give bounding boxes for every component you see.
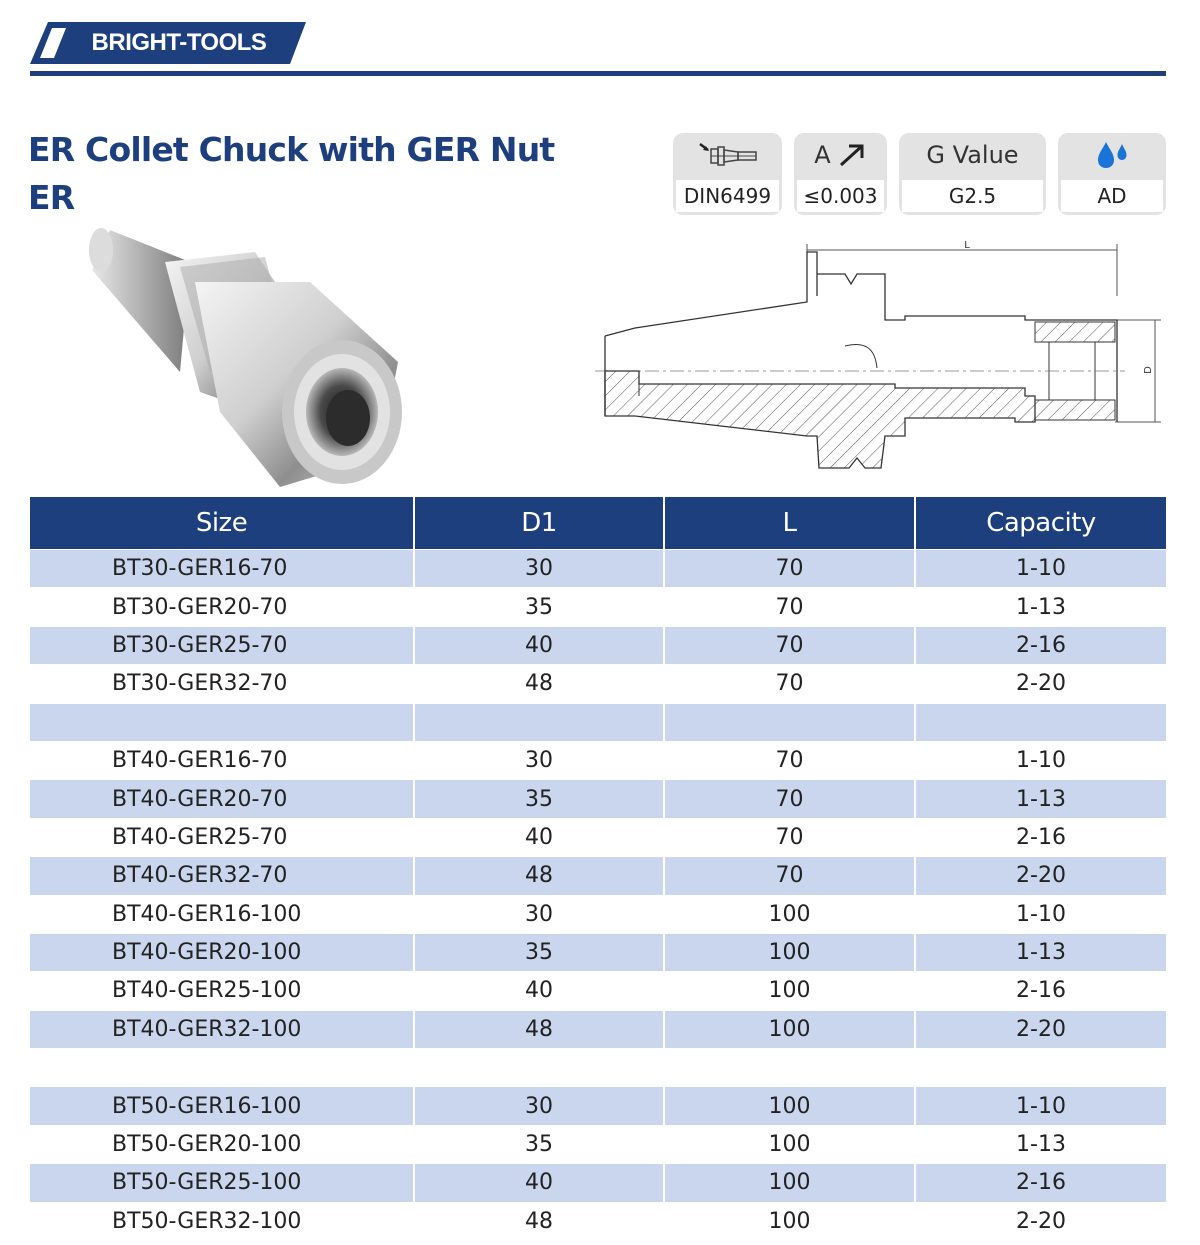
cell-size: BT40-GER20-100 [30,933,414,971]
cell-capacity: 1-10 [915,550,1166,588]
cell-capacity: 1-10 [915,1087,1166,1125]
cell-size: BT30-GER16-70 [30,550,414,588]
table-header-row [30,497,1166,550]
header-l[interactable]: L [664,497,915,550]
cell-size: BT40-GER20-70 [30,780,414,818]
table-row [30,1087,1166,1125]
cell-d1: 30 [414,550,664,588]
cell-d1: 48 [414,1202,664,1240]
brand-logo[interactable] [30,22,306,64]
cell-capacity: 2-20 [915,857,1166,895]
cell-d1: 48 [414,857,664,895]
cell-size: BT40-GER32-70 [30,857,414,895]
cell-l [664,703,915,741]
cell-l: 70 [664,588,915,626]
badge-balance-value: G2.5 [902,180,1043,212]
header-size[interactable]: Size [30,497,414,550]
cell-l [664,1049,915,1087]
cell-l: 100 [664,1202,915,1240]
page-title-line2: ER [28,178,75,217]
table-row [30,588,1166,626]
cell-l: 100 [664,1010,915,1048]
dim-label-L: L [964,240,970,251]
cell-l: 100 [664,972,915,1010]
cell-l: 100 [664,933,915,971]
cell-l: 100 [664,895,915,933]
page-title [28,126,554,222]
cell-d1: 30 [414,741,664,779]
table-row [30,857,1166,895]
spindle-icon [696,138,760,172]
cell-capacity: 2-20 [915,1202,1166,1240]
cell-capacity: 1-13 [915,933,1166,971]
badge-balance-label: G Value [926,141,1019,169]
cell-capacity: 2-20 [915,665,1166,703]
cell-capacity: 1-13 [915,1125,1166,1163]
table-row [30,665,1166,703]
cell-size: BT40-GER32-100 [30,1010,414,1048]
table-row [30,1010,1166,1048]
brand-logo-text: BRIGHT-TOOLS [91,29,267,56]
cell-d1: 48 [414,665,664,703]
cell-size: BT30-GER20-70 [30,588,414,626]
badge-balance [899,133,1046,215]
badge-runout-value: ≤0.003 [797,180,884,212]
cell-size: BT40-GER16-100 [30,895,414,933]
cell-capacity: 1-13 [915,588,1166,626]
cell-capacity: 1-13 [915,780,1166,818]
table-row [30,741,1166,779]
cell-d1: 40 [414,818,664,856]
cell-size: BT40-GER25-70 [30,818,414,856]
cell-l: 70 [664,741,915,779]
badge-standard [673,133,782,215]
badge-coolant-value: AD [1061,180,1163,212]
cross-section-drawing [595,236,1170,476]
cell-l: 100 [664,1125,915,1163]
spec-table [30,497,1166,1240]
cell-d1: 35 [414,780,664,818]
header-capacity[interactable]: Capacity [915,497,1166,550]
cell-l: 100 [664,1164,915,1202]
table-row [30,1164,1166,1202]
runout-icon [837,142,867,168]
technical-drawing [595,236,1170,480]
collet-chuck-image [80,222,410,492]
cell-size [30,1049,414,1087]
cell-l: 70 [664,818,915,856]
cell-l: 70 [664,550,915,588]
cell-capacity: 1-10 [915,895,1166,933]
cell-size [30,703,414,741]
table-row [30,895,1166,933]
cell-size: BT50-GER20-100 [30,1125,414,1163]
cell-d1: 30 [414,1087,664,1125]
cell-size: BT50-GER16-100 [30,1087,414,1125]
cell-l: 70 [664,626,915,664]
cell-l: 70 [664,857,915,895]
cell-size: BT40-GER16-70 [30,741,414,779]
cell-size: BT30-GER32-70 [30,665,414,703]
table-row [30,818,1166,856]
cell-d1: 48 [414,1010,664,1048]
dim-label-D: D [1143,366,1154,374]
cell-size: BT50-GER32-100 [30,1202,414,1240]
table-row [30,626,1166,664]
table-row [30,780,1166,818]
cell-d1 [414,1049,664,1087]
header-rule [30,71,1166,76]
cell-size: BT50-GER25-100 [30,1164,414,1202]
table-row [30,1125,1166,1163]
coolant-drops-icon [1092,138,1132,172]
page-title-line1: ER Collet Chuck with GER Nut [28,130,555,169]
badge-runout [794,133,887,215]
cell-capacity: 1-10 [915,741,1166,779]
cell-capacity [915,1049,1166,1087]
product-photo [80,222,410,496]
cell-capacity: 2-16 [915,626,1166,664]
cell-capacity: 2-16 [915,818,1166,856]
badge-standard-value: DIN6499 [676,180,779,212]
cell-capacity: 2-20 [915,1010,1166,1048]
cell-d1: 30 [414,895,664,933]
cell-capacity: 2-16 [915,972,1166,1010]
cell-size: BT30-GER25-70 [30,626,414,664]
header-d1[interactable]: D1 [414,497,664,550]
table-row [30,972,1166,1010]
cell-l: 70 [664,780,915,818]
table-row [30,550,1166,588]
cell-d1: 40 [414,972,664,1010]
badge-coolant [1058,133,1166,215]
cell-l: 70 [664,665,915,703]
cell-d1: 35 [414,1125,664,1163]
cell-d1 [414,703,664,741]
badge-runout-label: A [814,141,831,169]
cell-capacity: 2-16 [915,1164,1166,1202]
table-row [30,703,1166,741]
cell-d1: 35 [414,588,664,626]
cell-capacity [915,703,1166,741]
cell-l: 100 [664,1087,915,1125]
table-row [30,933,1166,971]
table-row [30,1049,1166,1087]
cell-size: BT40-GER25-100 [30,972,414,1010]
cell-d1: 35 [414,933,664,971]
table-row [30,1202,1166,1240]
cell-d1: 40 [414,626,664,664]
cell-d1: 40 [414,1164,664,1202]
